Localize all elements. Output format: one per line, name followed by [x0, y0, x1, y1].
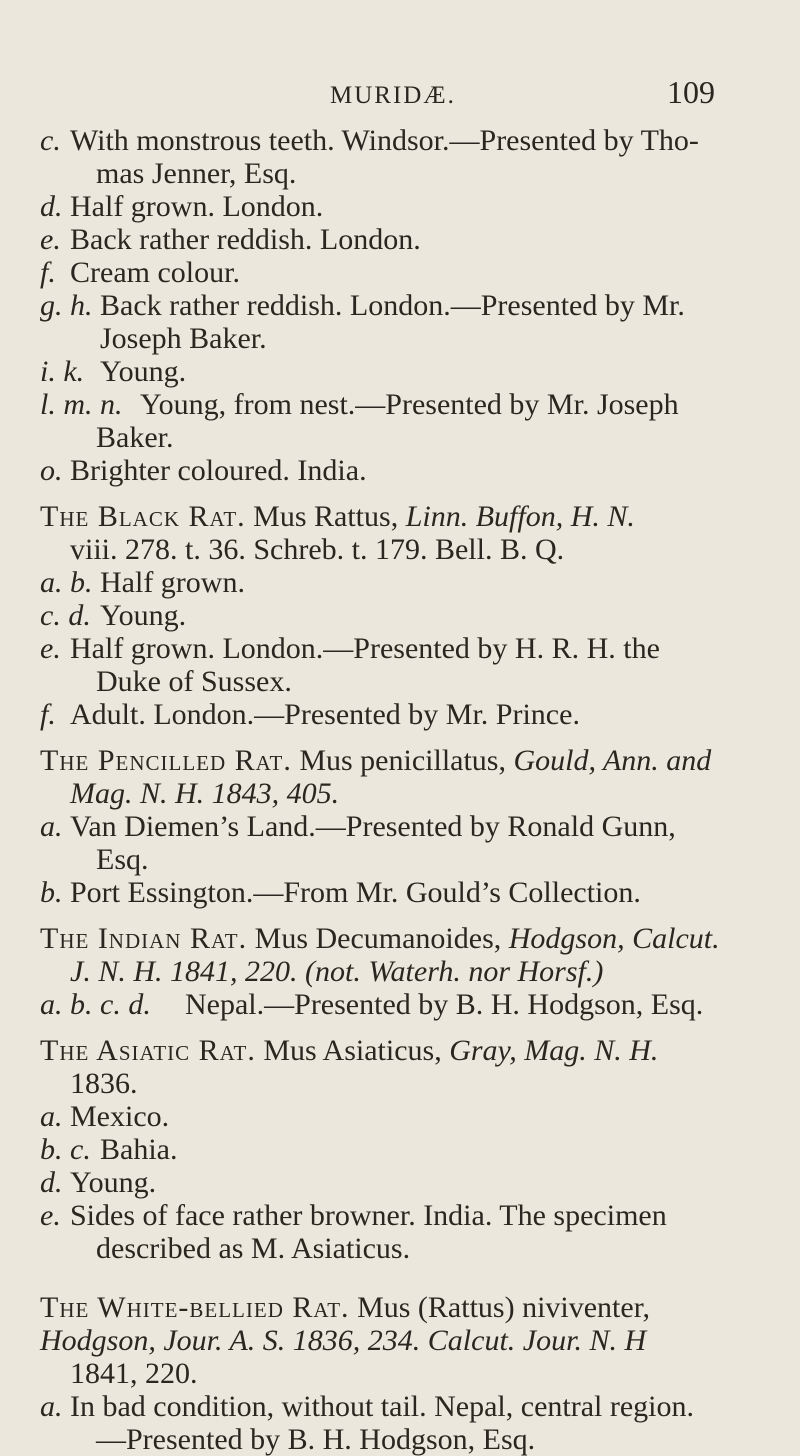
list-item [0, 1166, 710, 1199]
item-label: b. [40, 876, 63, 909]
item-label: g. h. [40, 289, 93, 322]
running-title: MURIDÆ. [330, 82, 456, 109]
item-text: Van Diemen’s Land.—Presented by Ronald Gunn, [70, 810, 676, 843]
item-label: f. [40, 256, 56, 289]
list-item [0, 599, 740, 632]
item-text: Mexico. [70, 1100, 170, 1133]
list-item [0, 223, 710, 256]
species-name: The White-bellied Rat. [40, 1291, 350, 1324]
list-item [0, 190, 710, 223]
species-name: The Black Rat. [40, 500, 246, 533]
species-latin: Mus Asiaticus, [263, 1034, 442, 1067]
species-authority: Linn. Buffon, H. N. [405, 500, 635, 533]
item-label: e. [40, 632, 61, 665]
item-label: l. m. n. [40, 388, 123, 421]
list-item [0, 698, 710, 731]
item-text: Cream colour. [70, 256, 240, 289]
item-label: o. [40, 454, 63, 487]
item-text: Back rather reddish. London.—Presented by Mr. [100, 289, 685, 322]
page-body [0, 124, 800, 1456]
item-label: a. b. c. d. [40, 988, 151, 1021]
list-item [0, 988, 705, 1021]
item-text: Nepal.—Presented by B. H. Hodgson, Esq. [185, 988, 704, 1021]
list-item [0, 876, 710, 909]
list-item [0, 388, 710, 454]
species-reference: 1836. [70, 1067, 138, 1100]
item-text: Half grown. [100, 566, 245, 599]
item-text: Port Essington.—From Mr. Gould’s Collection. [70, 876, 641, 909]
species-heading [40, 744, 720, 810]
item-label: a. [40, 1100, 63, 1133]
item-text: Bahia. [100, 1133, 178, 1166]
list-item [0, 355, 740, 388]
species-name: The Indian Rat. [40, 922, 248, 955]
species-name: The Asiatic Rat. [40, 1034, 256, 1067]
item-label: b. c. [40, 1133, 91, 1166]
list-item [0, 632, 710, 698]
list-item [0, 256, 710, 289]
item-text: Young. [70, 1166, 157, 1199]
item-text: Young. [100, 599, 187, 632]
species-authority: Gray, Mag. N. H. [449, 1034, 659, 1067]
item-text: Half grown. London. [70, 190, 324, 223]
species-reference: viii. 278. t. 36. Schreb. t. 179. Bell. B. Q. [70, 533, 565, 566]
species-reference: J. N. H. 1841, 220. (not. Waterh. nor Horsf.) [70, 955, 604, 988]
species-latin: Mus Decumanoides, [254, 922, 502, 955]
item-text-continued: —Presented by B. H. Hodgson, Esq. [96, 1423, 536, 1456]
item-text-continued: Joseph Baker. [100, 322, 267, 355]
species-latin: Mus penicillatus, [299, 744, 506, 777]
item-label: e. [40, 223, 61, 256]
page-header [330, 74, 715, 114]
list-item [0, 1390, 710, 1456]
species-reference: 1841, 220. [70, 1357, 198, 1390]
item-text: Back rather reddish. London. [70, 223, 421, 256]
list-item [0, 1100, 710, 1133]
item-label: e. [40, 1199, 61, 1232]
species-authority: Hodgson, Calcut. [508, 922, 720, 955]
item-text: With monstrous teeth. Windsor.—Presented by Tho- [70, 124, 699, 157]
species-latin: Mus Rattus, [253, 500, 399, 533]
species-authority: Gould, Ann. and [513, 744, 712, 777]
item-text: Sides of face rather browner. India. The specimen [70, 1199, 667, 1232]
item-text-continued: Baker. [96, 421, 174, 454]
list-item [0, 810, 710, 876]
species-heading [40, 1034, 720, 1100]
species-reference: Mag. N. H. 1843, 405. [70, 777, 340, 810]
species-name: The Pencilled Rat. [40, 744, 292, 777]
item-label: a. b. [40, 566, 93, 599]
item-label: d. [40, 190, 63, 223]
list-item [0, 124, 710, 190]
species-heading [40, 500, 720, 566]
list-item [0, 1133, 740, 1166]
item-text: In bad condition, without tail. Nepal, central region. [70, 1390, 694, 1423]
item-label: i. k. [40, 355, 85, 388]
item-text-continued: Esq. [96, 843, 149, 876]
item-text: Half grown. London.—Presented by H. R. H. the [70, 632, 660, 665]
item-text: Brighter coloured. India. [70, 454, 367, 487]
item-text-continued: described as M. Asiaticus. [96, 1232, 411, 1265]
list-item [0, 1199, 710, 1265]
species-heading [40, 922, 720, 988]
item-text-continued: Duke of Sussex. [96, 665, 292, 698]
item-text: Adult. London.—Presented by Mr. Prince. [70, 698, 580, 731]
item-label: d. [40, 1166, 63, 1199]
page-number: 109 [667, 74, 715, 110]
item-label: a. [40, 1390, 63, 1423]
item-text-continued: mas Jenner, Esq. [96, 157, 297, 190]
item-label: a. [40, 810, 63, 843]
item-label: c. d. [40, 599, 91, 632]
species-authority: Hodgson, Jour. A. S. 1836, 234. Calcut. Jour. N. H [40, 1324, 647, 1357]
species-heading [40, 1291, 720, 1390]
list-item [0, 289, 710, 355]
list-item [0, 454, 710, 487]
item-label: c. [40, 124, 61, 157]
species-latin: Mus (Rattus) niviventer, [357, 1291, 650, 1324]
item-text: Young. [100, 355, 187, 388]
item-label: f. [40, 698, 56, 731]
item-text: Young, from nest.—Presented by Mr. Joseph [140, 388, 679, 421]
list-item [0, 566, 740, 599]
